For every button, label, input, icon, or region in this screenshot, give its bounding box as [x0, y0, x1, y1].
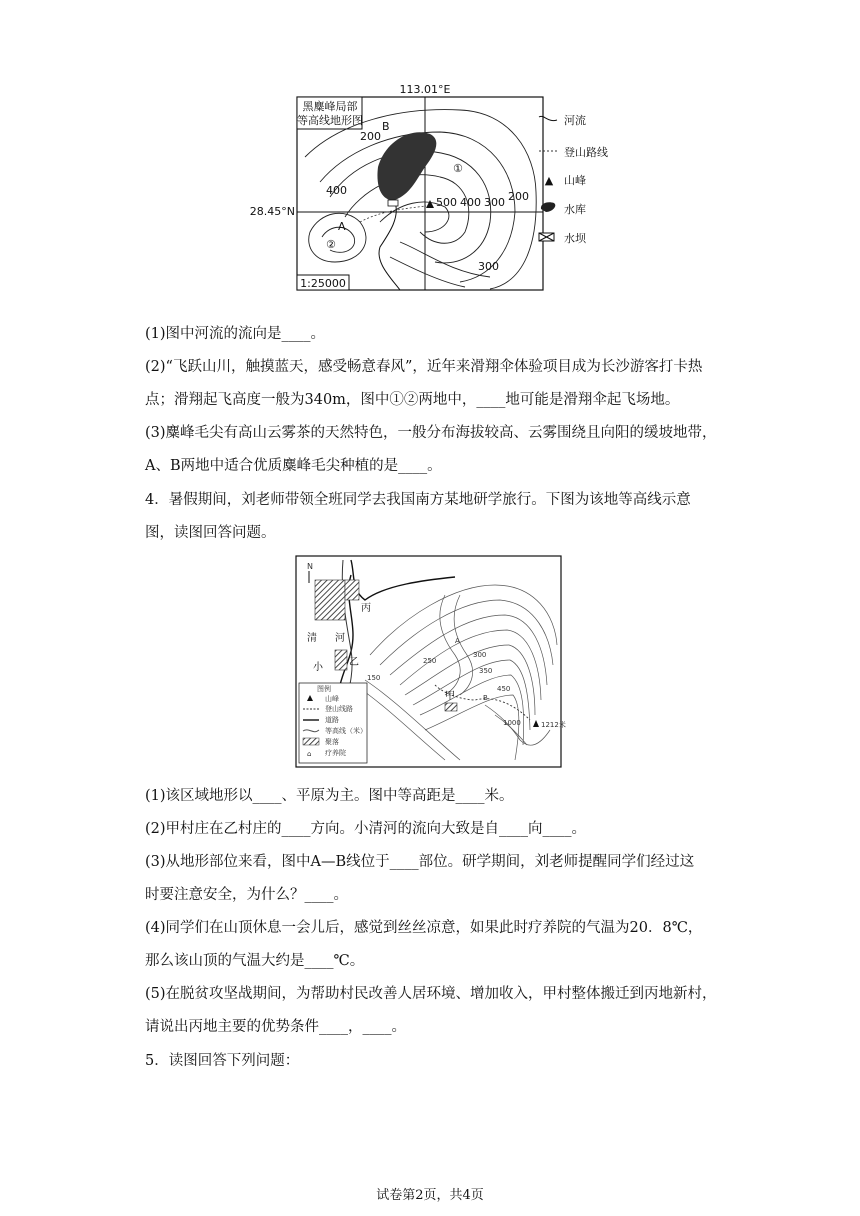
point-a-label: A [455, 637, 460, 645]
village-icon [303, 738, 319, 745]
svg-text:道路: 道路 [325, 716, 339, 724]
contour-label: 300 [484, 196, 505, 209]
legend-item: ▲ 山峰 [538, 172, 586, 188]
page-footer: 试卷第2页，共4页 [376, 1188, 484, 1203]
contour-label: 500 [436, 196, 457, 209]
q4-part3-line2: 时要注意安全，为什么？____。 [145, 887, 348, 903]
legend-title: 图例 [317, 685, 331, 693]
contour-label: 1000 [503, 719, 521, 727]
svg-text:等高线（米）: 等高线（米） [325, 727, 367, 735]
contour-label: 450 [497, 685, 511, 693]
contour-label: 200 [360, 130, 381, 143]
river-label: 清 [307, 633, 317, 644]
river-label: 河 [335, 633, 345, 644]
river-icon [538, 114, 560, 127]
svg-text:山峰: 山峰 [325, 695, 339, 703]
village-label-bing: 丙 [361, 603, 371, 614]
q3-part3-line2: A、B两地中适合优质麋峰毛尖种植的是____。 [145, 458, 442, 474]
q4-part3-line1: (3)从地形部位来看，图中A—B线位于____部位。研学期间，刘老师提醒同学们经过这 [145, 854, 695, 870]
q3-part2-line2: 点；滑翔起飞高度一般为340m，图中①②两地中，____地可能是滑翔伞起飞场地。 [145, 392, 680, 408]
peak-icon: ▲ [544, 173, 554, 187]
q3-part2-line1: (2)“飞跃山川，触摸蓝天，感受畅意春风”，近年来滑翔伞体验项目成为长沙游客打卡热 [145, 359, 703, 375]
village-label-yi: 乙 [349, 657, 359, 668]
river-label: 小 [313, 662, 323, 673]
svg-text:登山线路: 登山线路 [325, 705, 353, 713]
longitude-label: 113.01°E [399, 83, 451, 96]
village-label-jia: 甲 [445, 691, 455, 702]
legend-item: 登山路线 [538, 144, 608, 160]
map-legend-1 [538, 110, 628, 260]
q3-part3-line1: (3)麋峰毛尖有高山云雾茶的天然特色，一般分布海拔较高、云雾围绕且向阳的缓坡地带， [145, 425, 717, 441]
contour-label: 400 [326, 184, 347, 197]
north-label: N [307, 562, 313, 571]
q4-part1: (1)该区域地形以____、平原为主。图中等高距是____米。 [145, 788, 514, 804]
q4-part4-line2: 那么该山顶的气温大约是____℃。 [145, 953, 365, 969]
legend-item: 河流 [538, 112, 586, 128]
point-label-2: ② [326, 238, 336, 251]
map-title-1: 黑麋峰局部 [302, 100, 358, 113]
peak-elevation: 1212米 [541, 721, 566, 729]
sanatorium-icon: ⌂ [307, 750, 312, 758]
contour-label: 200 [508, 190, 529, 203]
trail-icon [538, 146, 560, 159]
contour-map-1 [250, 82, 550, 297]
q4-title-line2: 图，读图回答问题。 [145, 525, 276, 541]
map-scale: 1:25000 [300, 277, 346, 290]
point-label-1: ① [453, 162, 463, 175]
q4-title-line1: 4．暑假期间，刘老师带领全班同学去我国南方某地研学旅行。下图为该地等高线示意 [145, 492, 691, 508]
point-label-b: B [382, 120, 390, 133]
q3-part1: (1)图中河流的流向是____。 [145, 326, 326, 342]
point-label-a: A [338, 220, 346, 233]
q5-title: 5．读图回答下列问题： [145, 1053, 300, 1069]
q4-part2: (2)甲村庄在乙村庄的____方向。小清河的流向大致是自____向____。 [145, 821, 587, 837]
contour-label: 400 [460, 196, 481, 209]
contour-label: 250 [423, 657, 437, 665]
svg-text:聚落: 聚落 [325, 738, 339, 746]
dam-icon [538, 232, 560, 245]
contour-label: 300 [473, 651, 487, 659]
map-title-2: 等高线地形图 [297, 114, 363, 127]
q4-part4-line1: (4)同学们在山顶休息一会儿后，感觉到丝丝凉意，如果此时疗养院的气温为20．8℃， [145, 920, 703, 936]
contour-label: 300 [478, 260, 499, 273]
contour-label: 150 [367, 674, 381, 682]
q4-part5-line2: 请说出丙地主要的优势条件____，____。 [145, 1019, 406, 1035]
latitude-label: 28.45°N [249, 205, 295, 218]
legend-item: 水库 [538, 200, 586, 217]
legend-item: 水坝 [538, 230, 586, 246]
reservoir-icon [538, 200, 560, 217]
point-b-label: B [483, 694, 488, 702]
svg-text:疗养院: 疗养院 [325, 749, 346, 757]
contour-map-2 [295, 555, 566, 768]
contour-label: 350 [479, 667, 493, 675]
q4-part5-line1: (5)在脱贫攻坚战期间，为帮助村民改善人居环境、增加收入，甲村整体搬迁到丙地新村， [145, 986, 717, 1002]
